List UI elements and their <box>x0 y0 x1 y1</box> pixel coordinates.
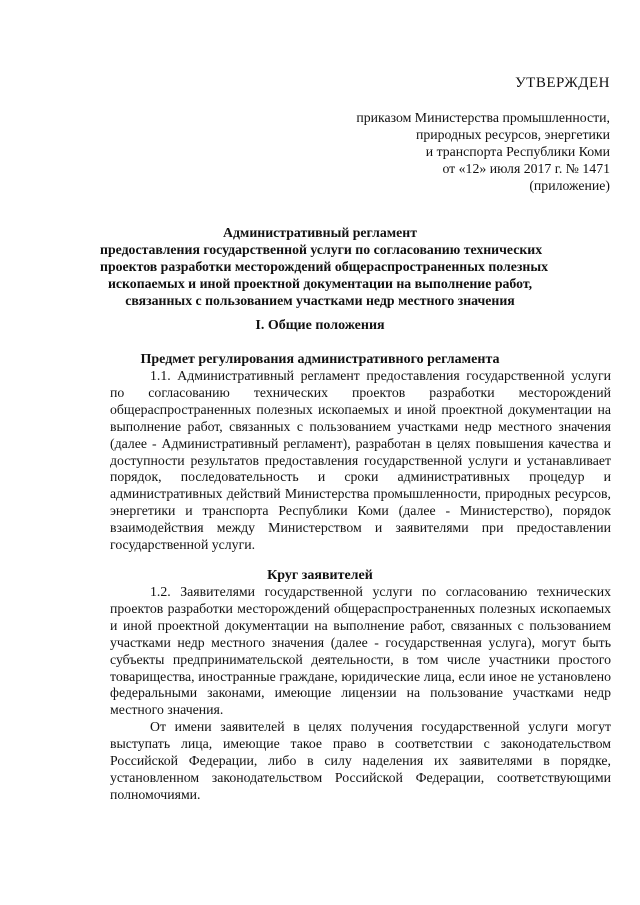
title-line: связанных с пользованием участками недр местного значения <box>125 293 515 308</box>
order-line: (приложение) <box>529 178 610 193</box>
paragraph-text: 1.1. Административный регламент предоставления государственной услуги по согласованию технических проектов разработки месторождений общераспространенных полезных ископаемых и иной проектной документации на выполнение работ, связанных с пользованием участками недр местного значения (далее - Административный регламент), разработан в целях повышения качества и доступности результатов предоставления государственной услуги и устанавливает порядок, последовательность и сроки административных процедур и административных действий Министерства промышленности, природных ресурсов, энергетики и транспорта Республики Коми (далее - Министерство), порядок взаимодействия между Министерством и заявителями при предоставлении государственной услуги. <box>110 368 611 553</box>
title-line: проектов разработки месторождений общераспространенных полезных <box>100 259 549 274</box>
section-heading-general: I. Общие положения <box>255 318 385 333</box>
title-line: ископаемых и иной проектной документации на выполнение работ, <box>107 276 533 291</box>
title-line: Административный регламент <box>222 225 418 240</box>
order-line: природных ресурсов, энергетики <box>415 127 610 142</box>
order-line: и транспорта Республики Коми <box>425 144 610 159</box>
subheading-regulation-subject: Предмет регулирования административного регламента <box>140 352 500 367</box>
order-line: приказом Министерства промышленности, <box>356 110 610 125</box>
paragraph-1-2 <box>110 584 611 804</box>
paragraph-1-1 <box>110 368 611 554</box>
order-line: от «12» июля 2017 г. № 1471 <box>442 161 610 176</box>
paragraph-text: 1.2. Заявителями государственной услуги по согласованию технических проектов разработки месторождений общераспространенных полезных ископаемых и иной проектной документации на выполнение работ, связанных с пользованием участками недр местного значения (далее - государственная услуга), могут быть субъекты предпринимательской деятельности, в том числе участники простого товарищества, иностранные граждане, юридические лица, если иное не установлено федеральными законами, имеющие лицензии на пользование участками недр местного значения. <box>110 584 611 718</box>
title-line: предоставления государственной услуги по согласованию технических <box>100 242 543 257</box>
approved-stamp-label: УТВЕРЖДЕН <box>515 75 610 91</box>
subheading-applicants: Круг заявителей <box>267 568 373 583</box>
document-title <box>100 224 549 309</box>
paragraph-text: От имени заявителей в целях получения государственной услуги могут выступать лица, имеющие такое право в соответствии с законодательством Российской Федерации, либо в силу наделения их заявителями в порядке, установленном законодательством Российской Федерации, соответствующими полномочиями. <box>110 719 611 802</box>
approval-order-block <box>356 109 610 194</box>
